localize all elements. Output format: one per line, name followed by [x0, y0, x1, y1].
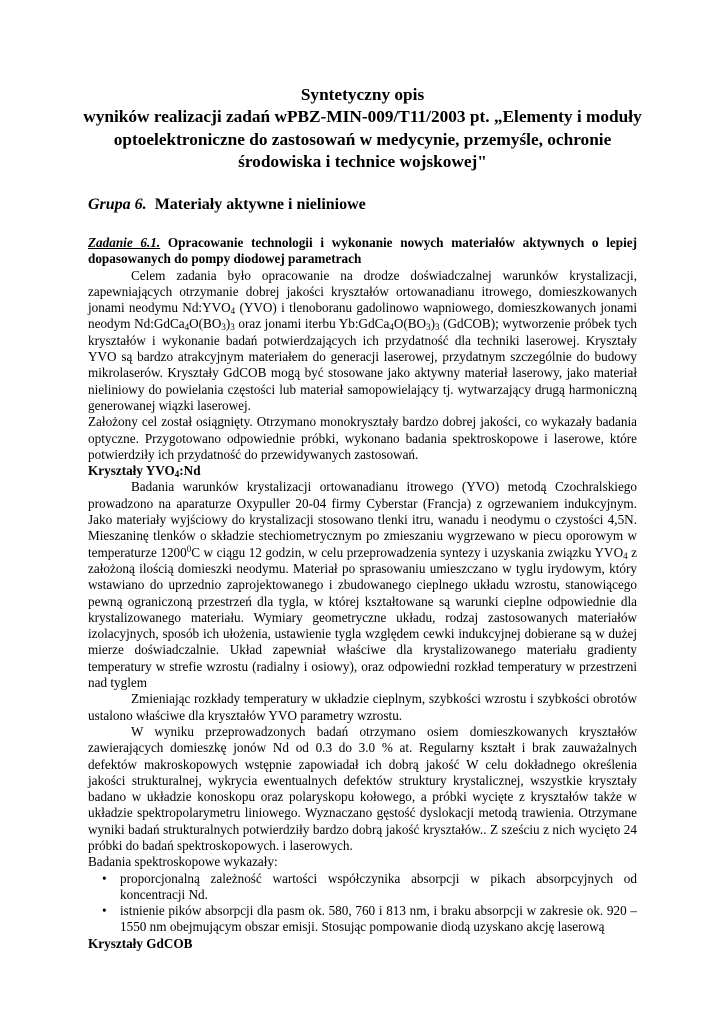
text-run: C w ciągu 12 godzin, w celu przeprowadzenia syntezy i uzyskania związku YVO	[191, 544, 624, 560]
document-title	[60, 84, 665, 174]
text-run: (GdCOB); wytworzenie próbek tych kryształów i wykonanie badań potwierdzających ich przydatność dla techniki laserowej. Kryształy YVO są bardzo atrakcyjnym materiałem do generacji laserowej, przydatnym szczególnie do budowy mikrolaserów. Kryształy GdCOB mogą być stosowane jako aktywny materiał laserowy, jako materiał nieliniowy do powielania częstości lub materiał samopowielający tj. wytwarzający drugą harmoniczną generowanej wiązki laserowej.	[88, 316, 637, 413]
title-line: optoelektroniczne do zastosowań w medycynie, przemyśle, ochronie	[113, 129, 612, 149]
text-run: Kryształy YVO	[88, 463, 175, 479]
subscript: 4	[174, 469, 180, 480]
task-title: Opracowanie technologii i wykonanie nowych materiałów aktywnych o lepiej dopasowanych do pompy diodowej parametrach	[88, 235, 637, 267]
text-run: O(BO	[189, 316, 222, 332]
bullet-icon: •	[102, 903, 107, 919]
goal-paragraph: Założony cel został osiągnięty. Otrzymano monokryształy bardzo dobrej jakości, co wykazały badania optyczne. Przygotowano odpowiednie próbki, wykonano badania spektroskopowe i laserowe, które potwierdziły ich przydatność do przewidywanych zastosowań.	[88, 414, 637, 462]
text-run: :Nd	[179, 463, 201, 479]
title-line: środowiska i technice wojskowej"	[238, 152, 487, 172]
text-run: )	[225, 316, 231, 332]
document-body	[88, 235, 637, 952]
subscript: 3	[230, 322, 235, 333]
text-run: oraz jonami iterbu Yb:GdCa	[234, 316, 390, 332]
intro-paragraph	[88, 268, 637, 415]
bullet-icon: •	[102, 870, 107, 886]
text-run: O(BO	[393, 316, 427, 332]
yvo-paragraph-3: W wyniku przeprowadzonych badań otrzymano osiem domieszkowanych kryształów zawierających domieszkę jonów Nd od 0.3 do 3.0 % at. Regularny kształt i brak zauważalnych defektów makroskopowych wstępnie zapowiadał ich dobrą jakość W celu dokładnego określenia jakości strukturalnej, wykrycia ewentualnych defektów struktury krystalicznej, wszystkie kryształy badano w układzie konoskopu oraz polaryskopu kołowego, a próbki wycięte z kryształów także w układzie spektropolarymetru liniowego. Wyznaczano gęstość dyslokacji metodą trawienia. Otrzymane wyniki badań strukturalnych potwierdziły bardzo dobrą jakość kryształów.. Z sześciu z nich wycięto 24 próbki do badań spektroskopowych. i laserowych.	[88, 723, 637, 853]
subscript: 4	[230, 306, 236, 317]
list-item	[88, 903, 637, 936]
section-heading-gdcob: Kryształy GdCOB	[88, 935, 193, 951]
text-run: z założoną ilością domieszki neodymu. Materiał po sprasowaniu umieszczano w tyglu irydowym, który wstawiano do uprzednio zaprojektowanego i zbudowanego cieplnego układu wzrostu, stanowiącego pewną ograniczoną przestrzeń dla tygla, w której kształtowane są warunki cieplne odpowiednie dla krystalizowanego materiału. Wymiary geometryczne układu, rodzaj zastosowanych materiałów izolacyjnych, sposób ich ułożenia, ustawienie tygla względem cewki indukcyjnej dobierane są w dużej mierze doświadczalnie. Układ zapewniał właściwe dla krystalizowanego materiału gradienty temperatury w strefie wzrostu (radialny i osiowy), oraz odpowiedni rozkład temperatury w przestrzeni nad tyglem	[88, 544, 637, 691]
title-line: Syntetyczny opis	[300, 85, 425, 104]
subscript: 4	[389, 322, 394, 333]
superscript: 0	[186, 543, 192, 554]
text-run: )	[430, 316, 435, 332]
yvo-paragraph-2: Zmieniając rozkłady temperatury w układzie cieplnym, szybkości wzrostu i szybkości obrotów ustalono właściwe dla kryształów YVO parametry wzrostu.	[88, 691, 637, 723]
subscript: 4	[184, 322, 190, 333]
list-item	[88, 871, 637, 904]
text-run: (YVO) i tlenoboranu gadolinowo wapniowego, domieszkowanych jonami neodym Nd:GdCa	[88, 300, 638, 332]
title-line: wyników realizacji zadań wPBZ-MIN-009/T11/2003 pt. „Elementy i moduły	[83, 107, 642, 127]
section-heading-yvo	[88, 463, 637, 479]
spectroscopy-intro: Badania spektroskopowe wykazały:	[88, 854, 278, 870]
group-heading	[88, 195, 366, 215]
text-run: Badania warunków krystalizacji ortowanadianu itrowego (YVO) metodą Czochralskiego prowadzono na aparaturze Oxypuller 20-04 firmy Cyberstar (Francja) z ogrzewaniem indukcyjnym. Jako materiały wyjściowy do krystalizacji stosowano tlenki itru, wanadu i neodymu o czystości 4,5N. Mieszaninę tlenków o składzie stechiometrycznym po zmieszaniu wygrzewano w piecu oporowym w temperaturze 1200	[88, 479, 637, 560]
text-run: Celem zadania było opracowanie na drodze doświadczalnej warunków krystalizacji, zapewniających otrzymanie dobrej jakości kryształów ortowanadianu itrowego, domieszkowanych jonami neodymu Nd:YVO	[88, 267, 637, 316]
list-item-text: istnienie pików absorpcji dla pasm ok. 580, 760 i 813 nm, i braku absorpcji w zakresie ok. 920 – 1550 nm obejmującym obszar emisji. Stosując pompowanie diodą uzyskano akcję laserową	[120, 903, 637, 935]
subscript: 3	[426, 322, 431, 333]
group-label: Grupa 6.	[88, 196, 147, 213]
subscript: 3	[434, 322, 440, 333]
list-item-text: proporcjonalną zależność wartości współczynika absorpcji w pikach absorpcyjnych od koncentracji Nd.	[120, 870, 637, 902]
subscript: 3	[221, 322, 226, 333]
group-name: Materiały aktywne i nieliniowe	[154, 196, 366, 213]
spectroscopy-list	[88, 871, 637, 936]
subscript: 4	[623, 550, 628, 561]
task-label: Zadanie 6.1.	[88, 235, 161, 250]
task-heading	[88, 235, 637, 268]
yvo-paragraph-1	[88, 479, 637, 691]
